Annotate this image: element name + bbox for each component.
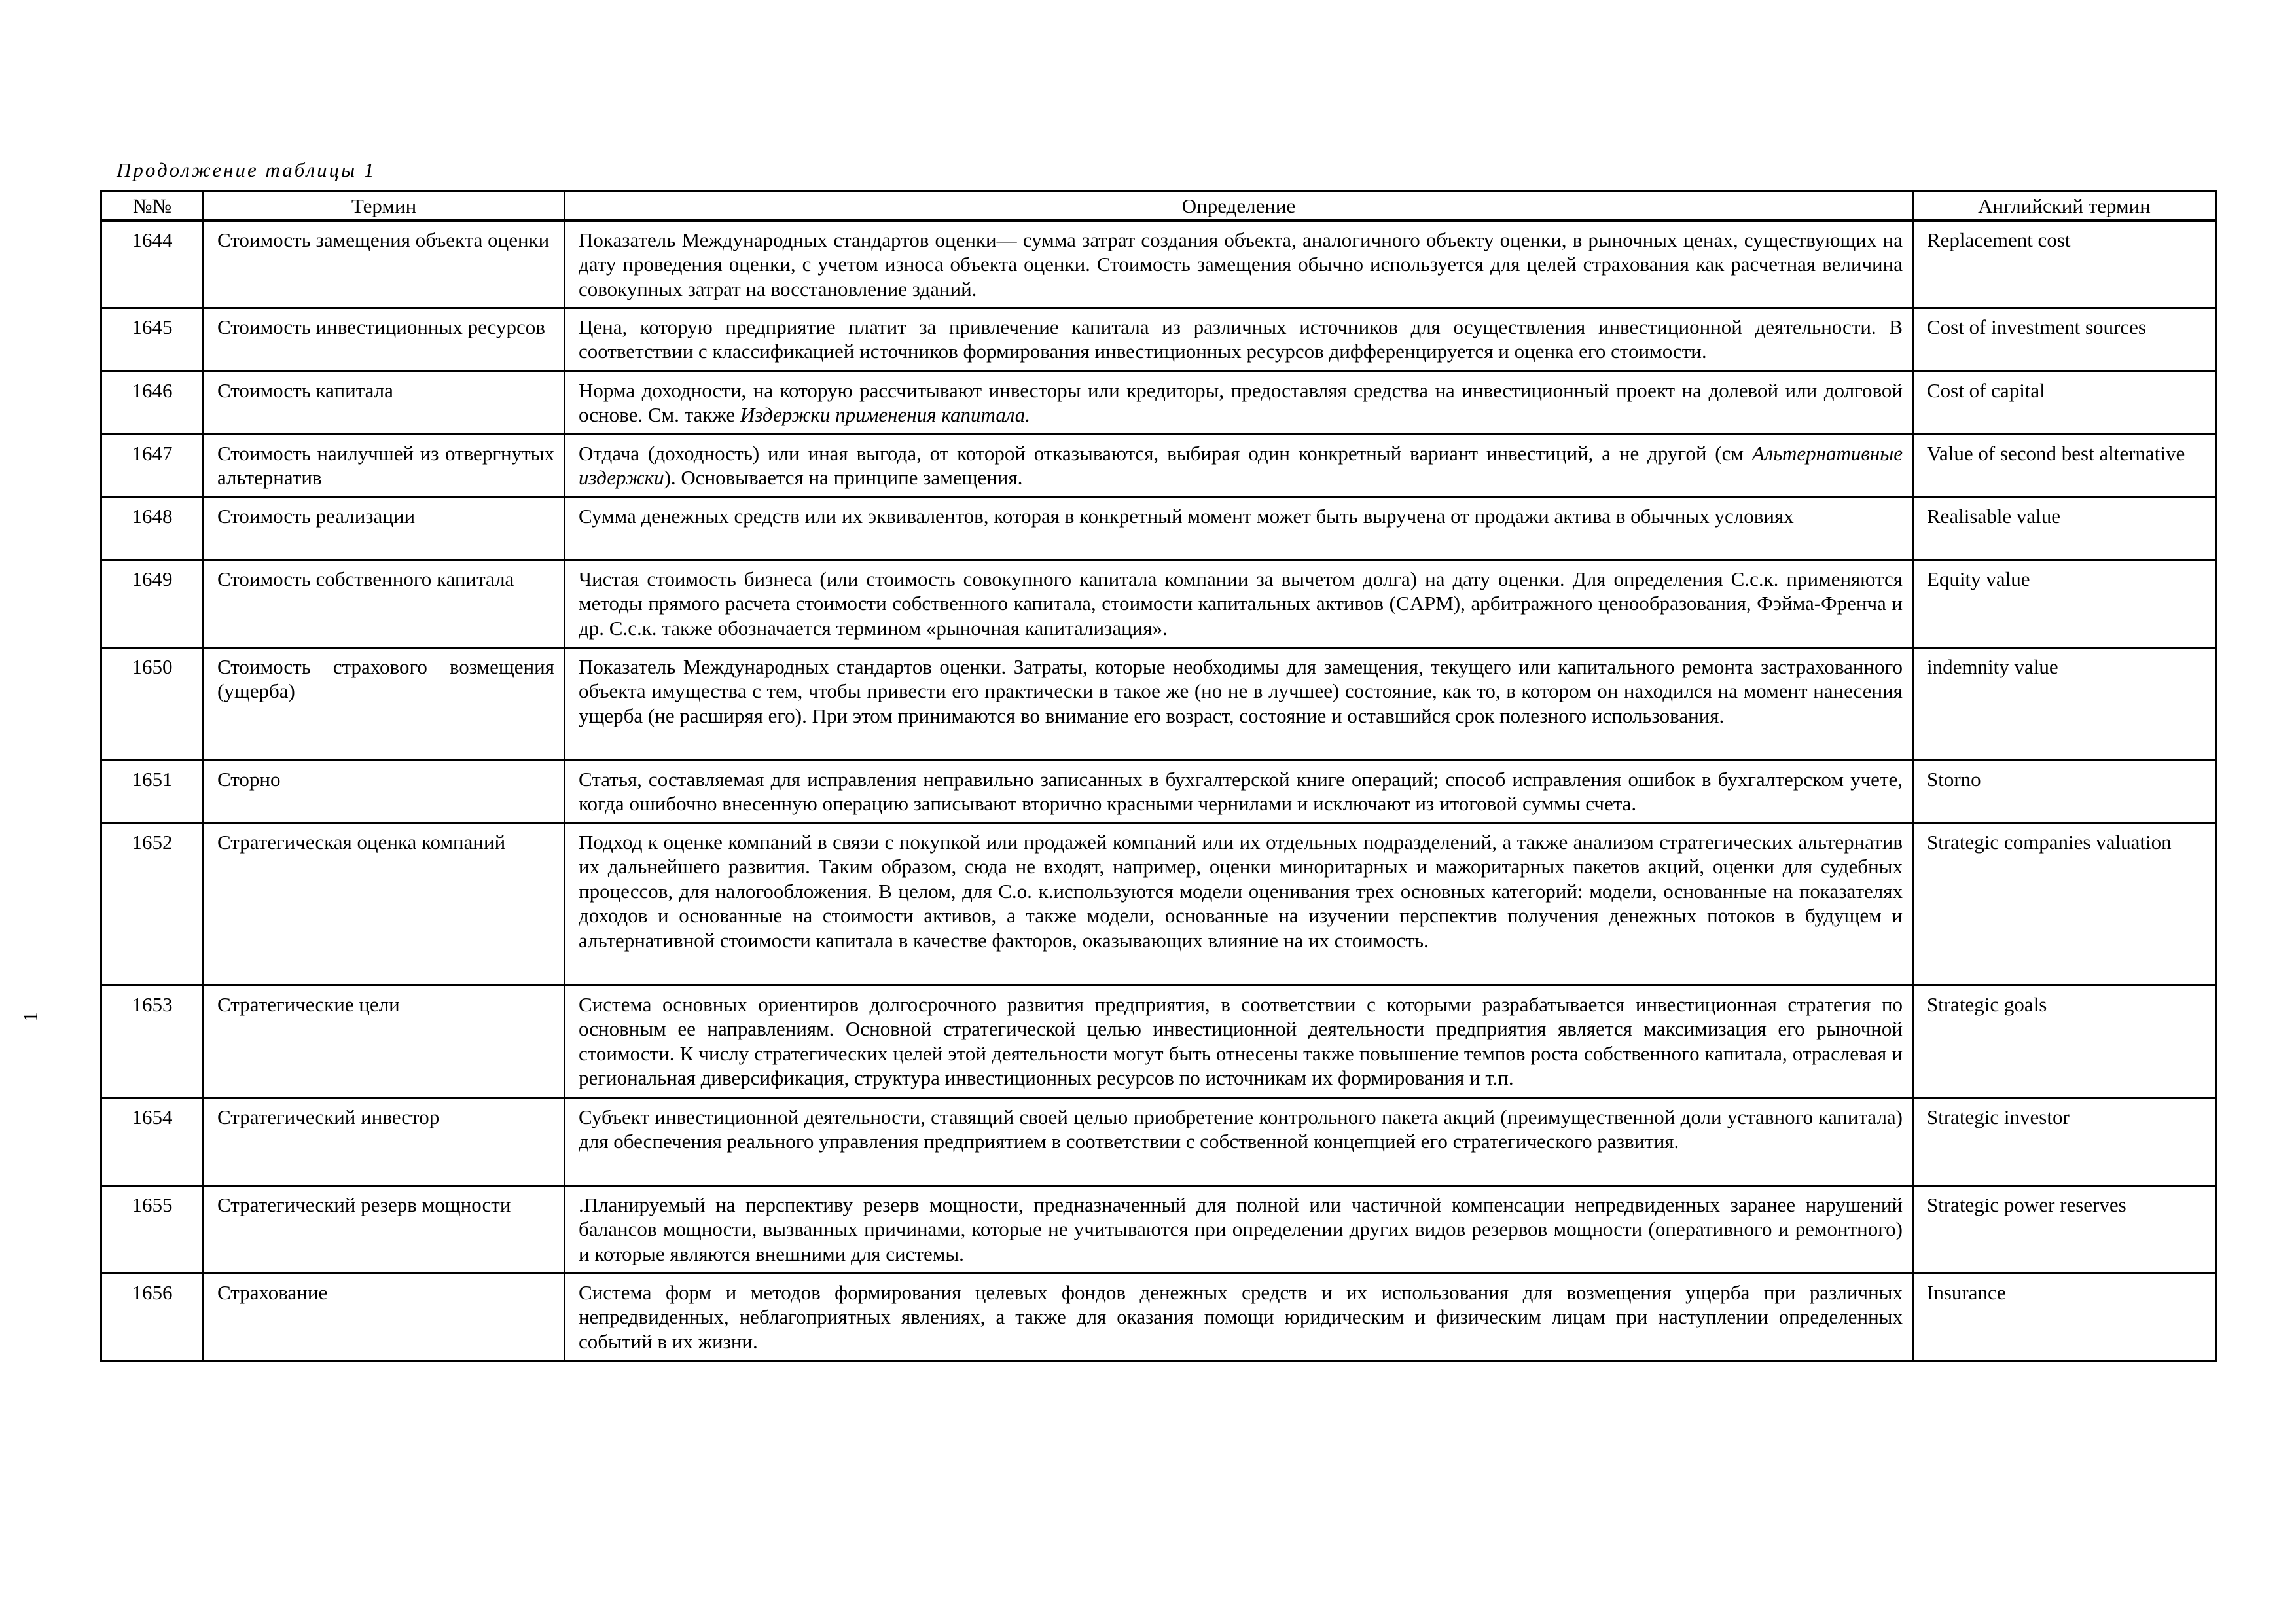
row-number: 1645 bbox=[101, 308, 204, 371]
definition-text: Норма доходности, на которую рассчитывают инвесторы или кредиторы, предоставляя средства на инвестиционный проект на долевой или долговой основе. См. также bbox=[579, 378, 1903, 426]
row-definition: Показатель Международных стандартов оценки— сумма затрат создания объекта, аналогичного объекту оценки, в рыночных ценах, существующих на дату проведения оценки, с учетом износа объекта оценки. Стоимость замещения обычно используется для целей страхования как расчетная величина совокупных затрат на восстановление зданий. bbox=[565, 220, 1913, 308]
row-english-term: Strategic investor bbox=[1913, 1098, 2216, 1185]
row-number: 1646 bbox=[101, 371, 204, 434]
header-term: Термин bbox=[204, 192, 565, 221]
row-definition: .Планируемый на перспективу резерв мощности, предназначенный для полной или частичной компенсации непредвиденных заранее нарушений балансов мощности, вызванных причинами, которые не учитываются при определении других видов резервов мощности (оперативного и ремонтного) и которые являются внешними для системы. bbox=[565, 1185, 1913, 1273]
row-definition: Показатель Международных стандартов оценки. Затраты, которые необходимы для замещения, текущего или капитального ремонта застрахованного объекта имущества с тем, чтобы привести его практически в такое же (но не в лучшее) состояние, как то, в котором он находился на момент нанесения ущерба (не расширяя его). При этом принимаются во внимание его возраст, состояние и оставшийся срок полезного использования. bbox=[565, 647, 1913, 760]
definition-reference: Альтернативные издержки bbox=[579, 441, 1903, 489]
row-term: Стоимость замещения объекта оценки bbox=[204, 220, 565, 308]
row-definition bbox=[565, 371, 1913, 434]
row-english-term: Strategic power reserves bbox=[1913, 1185, 2216, 1273]
page-side-mark: 1 bbox=[18, 1011, 42, 1022]
row-term: Стоимость инвестиционных ресурсов bbox=[204, 308, 565, 371]
row-english-term: Equity value bbox=[1913, 560, 2216, 647]
row-definition: Чистая стоимость бизнеса (или стоимость совокупного капитала компании за вычетом долга) на дату оценки. Для определения С.с.к. применяются методы прямого расчета стоимости собственного капитала, стоимости капитальных активов (CAPM), арбитражного ценообразования, Фэйма-Френча и др. С.с.к. также обозначается термином «рыночная капитализация». bbox=[565, 560, 1913, 647]
row-term: Стоимость капитала bbox=[204, 371, 565, 434]
row-english-term: Storno bbox=[1913, 760, 2216, 823]
row-english-term: Realisable value bbox=[1913, 497, 2216, 560]
table-row bbox=[101, 823, 2216, 985]
row-term: Стоимость реализации bbox=[204, 497, 565, 560]
definition-text: Отдача (доходность) или иная выгода, от которой отказываются, выбирая один конкретный вариант инвестиций, а не другой (см bbox=[579, 441, 1752, 465]
table-row bbox=[101, 1098, 2216, 1185]
row-definition: Статья, составляемая для исправления неправильно записанных в бухгалтерской книге операций; способ исправления ошибок в бухгалтерском учете, когда ошибочно внесенную операцию записывают вторично красными чернилами и исключают из итоговой суммы счета. bbox=[565, 760, 1913, 823]
row-english-term: Cost of capital bbox=[1913, 371, 2216, 434]
row-definition: Система основных ориентиров долгосрочного развития предприятия, в соответствии с которыми разрабатывается инвестиционная стратегия по основным ее направлениям. Основной стратегической целью инвестиционной деятельности предприятия является максимизация его рыночной стоимости. К числу стратегических целей этой деятельности могут быть отнесены также повышение темпов роста собственного капитала, отраслевая и региональная диверсификация, структура инвестиционных ресурсов по источникам их формирования и т.п. bbox=[565, 985, 1913, 1098]
row-term: Стоимость собственного капитала bbox=[204, 560, 565, 647]
row-number: 1653 bbox=[101, 985, 204, 1098]
row-number: 1652 bbox=[101, 823, 204, 985]
table-row bbox=[101, 308, 2216, 371]
row-english-term: Cost of investment sources bbox=[1913, 308, 2216, 371]
row-number: 1656 bbox=[101, 1273, 204, 1361]
table-row bbox=[101, 1273, 2216, 1361]
row-term: Стоимость страхового возмещения (ущерба) bbox=[204, 647, 565, 760]
row-english-term: Strategic companies valuation bbox=[1913, 823, 2216, 985]
row-term: Стратегический резерв мощности bbox=[204, 1185, 565, 1273]
row-term: Стоимость наилучшей из отвергнутых альтернатив bbox=[204, 434, 565, 497]
row-english-term: Replacement cost bbox=[1913, 220, 2216, 308]
row-term: Страхование bbox=[204, 1273, 565, 1361]
row-number: 1651 bbox=[101, 760, 204, 823]
table-row bbox=[101, 497, 2216, 560]
row-number: 1649 bbox=[101, 560, 204, 647]
table-row bbox=[101, 434, 2216, 497]
table-row bbox=[101, 985, 2216, 1098]
row-definition: Подход к оценке компаний в связи с покупкой или продажей компаний или их отдельных подразделений, а также анализом стратегических альтернатив их дальнейшего развития. Таким образом, сюда не входят, например, оценки миноритарных и мажоритарных пакетов акций, оценки для судебных процессов, для налогообложения. В целом, для С.о. к.используются модели оценивания трех основных категорий: модели, основанные на показателях доходов и основанные на стоимости активов, а также модели, основанные на изучении перспектив получения денежных потоков в будущем и альтернативной стоимости капитала в качестве факторов, оказывающих влияние на их стоимость. bbox=[565, 823, 1913, 985]
row-english-term: Insurance bbox=[1913, 1273, 2216, 1361]
row-term: Сторно bbox=[204, 760, 565, 823]
row-number: 1654 bbox=[101, 1098, 204, 1185]
row-term: Стратегическая оценка компаний bbox=[204, 823, 565, 985]
row-term: Стратегические цели bbox=[204, 985, 565, 1098]
table-row bbox=[101, 560, 2216, 647]
row-number: 1650 bbox=[101, 647, 204, 760]
row-english-term: Strategic goals bbox=[1913, 985, 2216, 1098]
table-row bbox=[101, 1185, 2216, 1273]
row-english-term: Value of second best alternative bbox=[1913, 434, 2216, 497]
header-english: Английский термин bbox=[1913, 192, 2216, 221]
row-number: 1644 bbox=[101, 220, 204, 308]
row-definition bbox=[565, 434, 1913, 497]
table-row bbox=[101, 371, 2216, 434]
header-definition: Определение bbox=[565, 192, 1913, 221]
header-row bbox=[101, 192, 2216, 221]
row-term: Стратегический инвестор bbox=[204, 1098, 565, 1185]
definition-reference: Издержки применения капитала. bbox=[740, 403, 1030, 426]
table-caption: Продолжение таблицы 1 bbox=[117, 158, 376, 181]
row-english-term: indemnity value bbox=[1913, 647, 2216, 760]
definition-tail: ). Основывается на принципе замещения. bbox=[664, 466, 1023, 489]
table-row bbox=[101, 760, 2216, 823]
row-definition: Субъект инвестиционной деятельности, ставящий своей целью приобретение контрольного пакета акций (преимущественной доли уставного капитала) для обеспечения реального управления предприятием в соответствии с собственной концепцией его стратегического развития. bbox=[565, 1098, 1913, 1185]
row-definition: Цена, которую предприятие платит за привлечение капитала из различных источников для осуществления инвестиционной деятельности. В соответствии с классификацией источников формирования инвестиционных ресурсов дифференцируется и оценка его стоимости. bbox=[565, 308, 1913, 371]
table-row bbox=[101, 220, 2216, 308]
row-number: 1647 bbox=[101, 434, 204, 497]
row-definition: Сумма денежных средств или их эквивалентов, которая в конкретный момент может быть выручена от продажи актива в обычных условиях bbox=[565, 497, 1913, 560]
row-number: 1655 bbox=[101, 1185, 204, 1273]
glossary-table bbox=[100, 190, 2217, 1362]
table-row bbox=[101, 647, 2216, 760]
row-number: 1648 bbox=[101, 497, 204, 560]
header-num: №№ bbox=[101, 192, 204, 221]
row-definition: Система форм и методов формирования целевых фондов денежных средств и их использования для возмещения ущерба при различных непредвиденных, неблагоприятных явлениях, а также для оказания помощи юридическим и физическим лицам при наступлении определенных событий в их жизни. bbox=[565, 1273, 1913, 1361]
